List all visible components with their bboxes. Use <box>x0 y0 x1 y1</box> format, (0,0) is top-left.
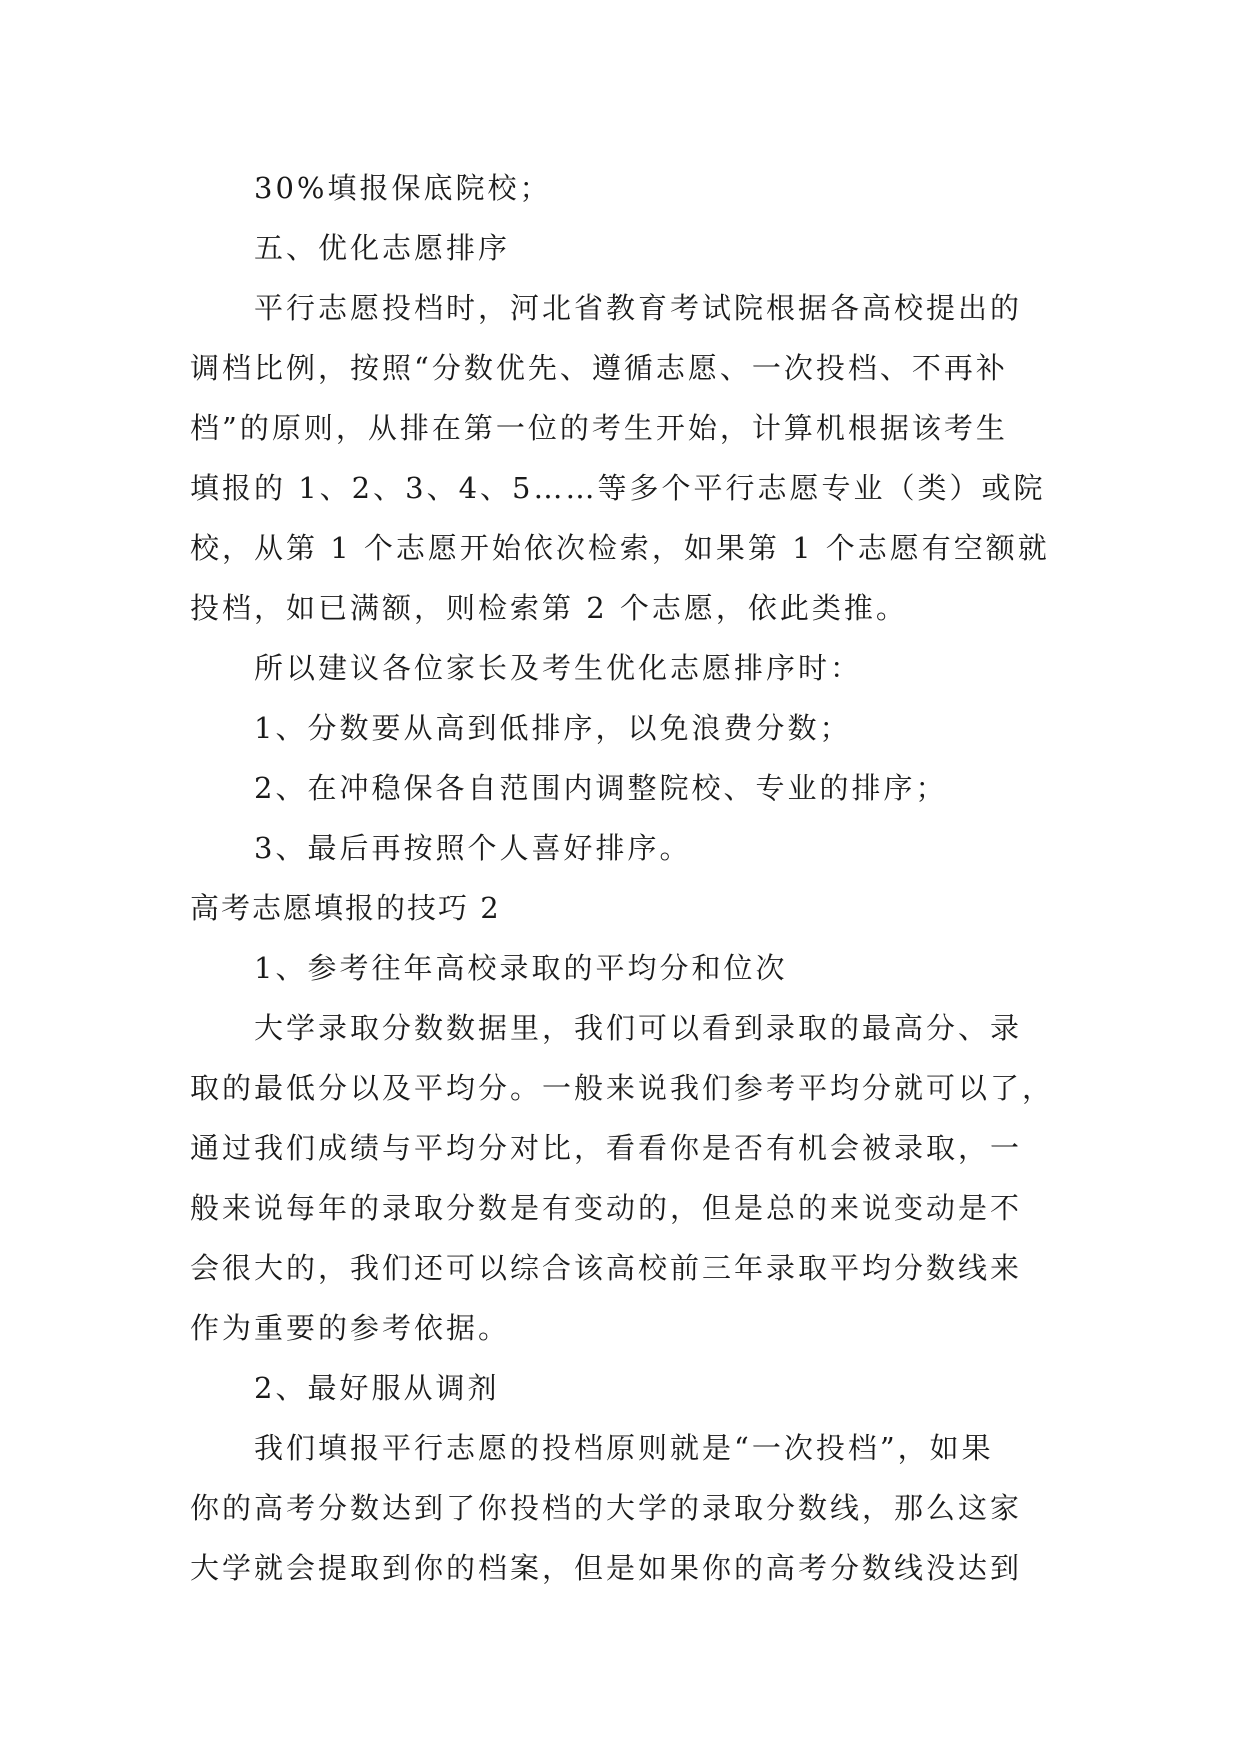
section-heading: 五、优化志愿排序 <box>254 231 511 265</box>
text-line: 会很大的，我们还可以综合该高校前三年录取平均分数线来 <box>190 1251 1023 1285</box>
text-line: 平行志愿投档时，河北省教育考试院根据各高校提出的 <box>254 291 1023 325</box>
text-line: 你的高考分数达到了你投档的大学的录取分数线，那么这家 <box>190 1491 1023 1525</box>
text-line: 30%填报保底院校； <box>254 171 552 205</box>
text-line: 通过我们成绩与平均分对比，看看你是否有机会被录取，一 <box>190 1131 1023 1165</box>
list-item: 1、分数要从高到低排序，以免浪费分数； <box>254 711 852 745</box>
text-line: 所以建议各位家长及考生优化志愿排序时： <box>254 651 863 685</box>
text-line: 取的最低分以及平均分。一般来说我们参考平均分就可以了， <box>190 1071 1055 1105</box>
list-item: 2、在冲稳保各自范围内调整院校、专业的排序； <box>254 771 948 805</box>
text-line: 我们填报平行志愿的投档原则就是“一次投档”，如果 <box>254 1431 994 1465</box>
text-line: 投档，如已满额，则检索第 2 个志愿，依此类推。 <box>190 591 908 625</box>
text-line: 填报的 1、2、3、4、5……等多个平行志愿专业（类）或院 <box>190 471 1046 505</box>
list-item: 3、最后再按照个人喜好排序。 <box>254 831 692 865</box>
text-line: 校，从第 1 个志愿开始依次检索，如果第 1 个志愿有空额就 <box>190 531 1050 565</box>
text-line: 大学录取分数数据里，我们可以看到录取的最高分、录 <box>254 1011 1023 1045</box>
text-line: 档”的原则，从排在第一位的考生开始，计算机根据该考生 <box>190 411 1008 445</box>
section-heading: 1、参考往年高校录取的平均分和位次 <box>254 951 788 985</box>
section-heading: 2、最好服从调剂 <box>254 1371 500 1405</box>
section-title: 高考志愿填报的技巧 2 <box>190 891 501 925</box>
text-line: 般来说每年的录取分数是有变动的，但是总的来说变动是不 <box>190 1191 1023 1225</box>
text-line: 大学就会提取到你的档案，但是如果你的高考分数线没达到 <box>190 1551 1023 1585</box>
document-body <box>190 158 1060 1598</box>
text-line: 调档比例，按照“分数优先、遵循志愿、一次投档、不再补 <box>190 351 1008 385</box>
text-line: 作为重要的参考依据。 <box>190 1311 511 1345</box>
